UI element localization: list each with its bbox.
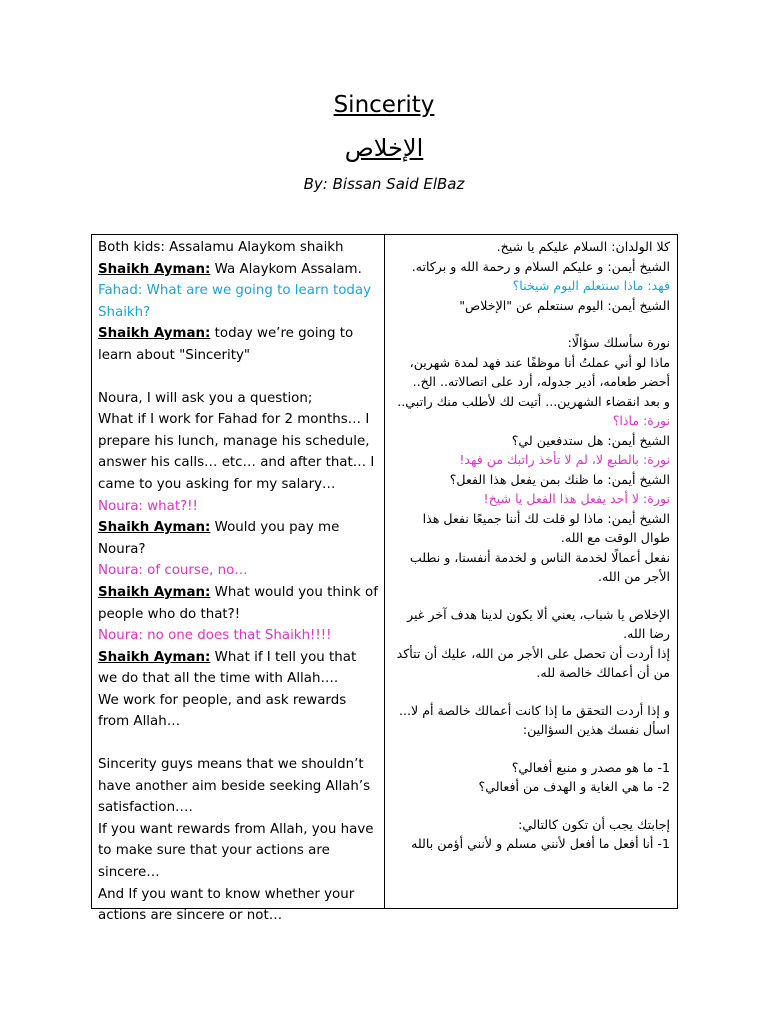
page-title: Sincerity (333, 92, 435, 118)
speaker-label: Shaikh Ayman: (98, 520, 211, 536)
arabic-column (385, 235, 677, 908)
arabic-line: و بعد انقضاء الشهرين... أتيت لك لأطلب منك راتبي.. (397, 393, 670, 409)
spacer (391, 797, 670, 815)
arabic-line: 2- ما هي الغاية و الهدف من أفعالي؟ (478, 779, 670, 794)
speaker-label: Shaikh Ayman: (98, 261, 211, 277)
arabic-line-noura: نورة: ماذا؟ (612, 413, 670, 428)
arabic-line-fahad: فهد: ماذا سنتعلم اليوم شيخنا؟ (512, 278, 670, 293)
arabic-line: الشيخ أيمن: اليوم سنتعلم عن "الإخلاص" (459, 297, 670, 313)
speaker-label: Shaikh Ayman: (98, 649, 211, 665)
arabic-line: 1- أنا أفعل ما أفعل لأنني مسلم و لأنني أؤمن بالله (411, 836, 670, 851)
arabic-line: و إذا أردت التحقق ما إذا كانت أعمالك خالصة أم لا... اسأل نفسك هذين السؤالين: (399, 702, 670, 737)
english-line: Both kids: Assalamu Alaykom shaikh (98, 240, 344, 255)
english-line: Sincerity guys means that we shouldn’t have another aim beside seeking Allah’s satisfaction…. (98, 757, 371, 816)
spacer (391, 740, 670, 758)
english-line: We work for people, and ask rewards from Allah… (98, 692, 347, 730)
arabic-line: الشيخ أيمن: ماذا لو قلت لك أننا جميعًا نفعل هذا طوال الوقت مع الله. (422, 510, 670, 545)
dialogue-text: Would you pay me Noura? (98, 520, 340, 557)
arabic-line: إذا أردت أن تحصل على الأجر من الله، عليك أن تتأكد من أن أعمالك خالصة لله. (396, 645, 670, 680)
english-line-noura: Noura: what?!! (98, 498, 198, 514)
english-line: What if I work for Fahad for 2 months… I prepare his lunch, manage his schedule, answer his calls… etc… and after that… I came to you asking for my salary… (98, 412, 375, 492)
arabic-line: الإخلاص يا شباب، يعني ألا يكون لدينا هدف آخر غير رضا الله. (407, 606, 670, 641)
arabic-line: نورة سأسلك سؤالًا: (567, 335, 670, 350)
english-line-noura: Noura: of course, no… (98, 563, 248, 579)
arabic-line: الشيخ أيمن: ما ظنك بمن يفعل هذا الفعل؟ (449, 471, 670, 487)
dialogue-table (91, 234, 678, 924)
spacer (391, 587, 670, 605)
english-line-noura: Noura: no one does that Shaikh!!!! (98, 628, 332, 644)
english-line: If you want rewards from Allah, you have to make sure that your actions are sincere… (98, 821, 374, 881)
page-title-arabic: الإخلاص (344, 134, 424, 162)
arabic-line: الشيخ أيمن: و عليكم السلام و رحمة الله و بركاته. (411, 258, 670, 274)
english-line: Noura, I will ask you a question; (98, 390, 313, 406)
dialogue-text: Wa Alaykom Assalam. (210, 261, 362, 277)
english-line (98, 259, 379, 281)
arabic-line: كلا الولدان: السلام عليكم يا شيخ. (496, 239, 670, 254)
arabic-line: الشيخ أيمن: هل ستدفعين لي؟ (511, 432, 670, 448)
english-line (98, 582, 379, 625)
speaker-label: Shaikh Ayman: (98, 326, 211, 342)
arabic-line: نفعل أعمالًا لخدمة الناس و لخدمة أنفسنا، و نطلب الأجر من الله. (409, 549, 670, 584)
author-line: By: Bissan Said ElBaz (303, 175, 465, 193)
english-column (92, 235, 385, 924)
arabic-line: ماذا لو أني عملتُ أنا موظفًا عند فهد لمدة شهرين، أحضر طعامه، أدير جدوله، أرد على اتصالاته.. الخ.. (409, 354, 670, 389)
english-line: And If you want to know whether your actions are sincere or not… (98, 886, 355, 924)
dialogue-text: What would you think of people who do that?! (98, 584, 378, 622)
arabic-line: إجابتك يجب أن تكون كالتالي: (518, 816, 670, 832)
english-line (98, 517, 379, 560)
english-line (98, 323, 379, 366)
spacer (391, 315, 670, 333)
arabic-line-noura: نورة: لا أحد يفعل هذا الفعل يا شيخ! (483, 491, 670, 506)
speaker-label: Shaikh Ayman: (98, 584, 211, 600)
arabic-line: 1- ما هو مصدر و منبع أفعالي؟ (511, 759, 670, 775)
arabic-line-noura: نورة: بالطبع لا، لم لا تأخذ راتبك من فهد! (459, 452, 670, 467)
dialogue-text: What if I tell you that we do that all the time with Allah…. (98, 649, 357, 687)
english-line-fahad: Fahad: What are we going to learn today Shaikh? (98, 283, 372, 320)
spacer (98, 367, 379, 388)
spacer (391, 683, 670, 701)
spacer (98, 733, 379, 754)
english-line (98, 647, 379, 690)
dialogue-text: today we’re going to learn about "Sincerity" (98, 326, 354, 363)
